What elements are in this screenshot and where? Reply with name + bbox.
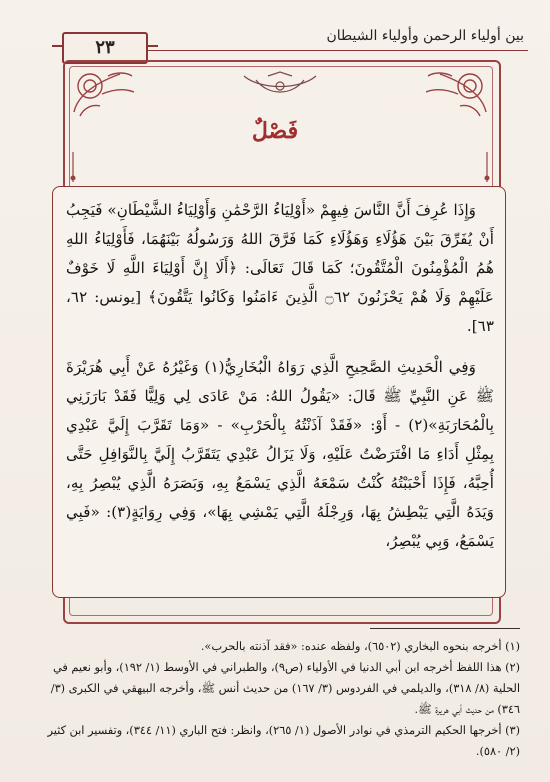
corner-ornament-left (68, 64, 140, 124)
footnote-rule (370, 628, 520, 629)
top-center-ornament (240, 70, 320, 100)
corner-ornament-right (420, 64, 492, 124)
running-header (22, 26, 528, 56)
side-ornament-right (482, 152, 492, 182)
body-text (66, 196, 494, 568)
footnote-1: (١) أخرجه بنحوه البخاري (٦٥٠٢)، ولفظه عنده: «فقد آذنته بالحرب». (200, 640, 520, 653)
footnote-3: (٣) أخرجها الحكيم الترمذي في نوادر الأصول (١/ ٢٦٥)، وانظر: فتح الباري (١١/ ٣٤٤)، وتفسير ابن كثير (٢/ ٥٨٠). (47, 724, 520, 758)
page-number: ٢٣ (95, 37, 115, 58)
footnote-2: (٢) هذا اللفظ أخرجه ابن أبي الدنيا في الأولياء (ص٩)، والطبراني في الأوسط (١/ ١٩٢)، وأبو نعيم في الحلية (٨/ ٣١٨)، والديلمي في الفردوس (٣/ ١٦٧) من حديث أنس ﷺ، وأخرجه البيهقي في الكبرى (٣/ ٣٤٦) من حديث أبي هريرة ﷺ. (50, 661, 520, 716)
side-ornament-left (68, 152, 78, 182)
section-heading: فَصْلٌ (251, 118, 299, 144)
paragraph-2: وَفِي الْحَدِيثِ الصَّحِيحِ الَّذِي رَوَاهُ الْبُخَارِيُّ(١) وَغَيْرُهُ عَنْ أَبِي هُرَيْرَةَ ﷺ عَنِ النَّبِيِّ ﷺ قَالَ: «يَقُولُ اللهُ: مَنْ عَادَى لِي وَلِيًّا فَقَدْ بَارَزَنِي بِالْمُحَارَبَةِ»(٢) - أَوْ: «فَقَدْ آذَنْتُهُ بِالْحَرْبِ» - «وَمَا تَقَرَّبَ إِلَيَّ عَبْدِي بِمِثْلِ أَدَاءِ مَا افْتَرَضْتُ عَلَيْهِ، وَلَا يَزَالُ عَبْدِي يَتَقَرَّبُ إِلَيَّ بِالنَّوَافِلِ حَتَّى أُحِبَّهُ، فَإِذَا أَحْبَبْتُهُ كُنْتُ سَمْعَهُ الَّذِي يَسْمَعُ بِهِ، وَبَصَرَهُ الَّذِي يُبْصِرُ بِهِ، وَيَدَهُ الَّتِي يَبْطِشُ بِهَا، وَرِجْلَهُ الَّتِي يَمْشِي بِهَا»، وَفِي رِوَايَةٍ(٣): «فَبِي يَسْمَعُ، وَبِي يُبْصِرُ، (66, 358, 494, 550)
running-header-title: بين أولياء الرحمن وأولياء الشيطان (326, 28, 524, 44)
paragraph-1: وَإِذَا عُرِفَ أَنَّ النَّاسَ فِيهِمْ «أَوْلِيَاءُ الرَّحْمَٰنِ وَأَوْلِيَاءُ الشَّيْطَانِ» فَيَجِبُ أَنْ يُفَرِّقَ بَيْنَ هَؤُلَاءِ وَهَؤُلَاءِ كَمَا فَرَّقَ اللهُ وَرَسُولُهُ بَيْنَهُمَا، فَأَوْلِيَاءُ اللهِ هُمُ الْمُؤْمِنُونَ الْمُتَّقُونَ؛ كَمَا قَالَ تَعَالَى: ﴿أَلَا إِنَّ أَوْلِيَاءَ اللَّهِ لَا خَوْفٌ عَلَيْهِمْ وَلَا هُمْ يَحْزَنُونَ ۝٦٢ الَّذِينَ ءَامَنُوا وَكَانُوا يَتَّقُونَ﴾ [يونس: ٦٢، ٦٣]. (66, 201, 494, 335)
footnotes (36, 636, 520, 762)
